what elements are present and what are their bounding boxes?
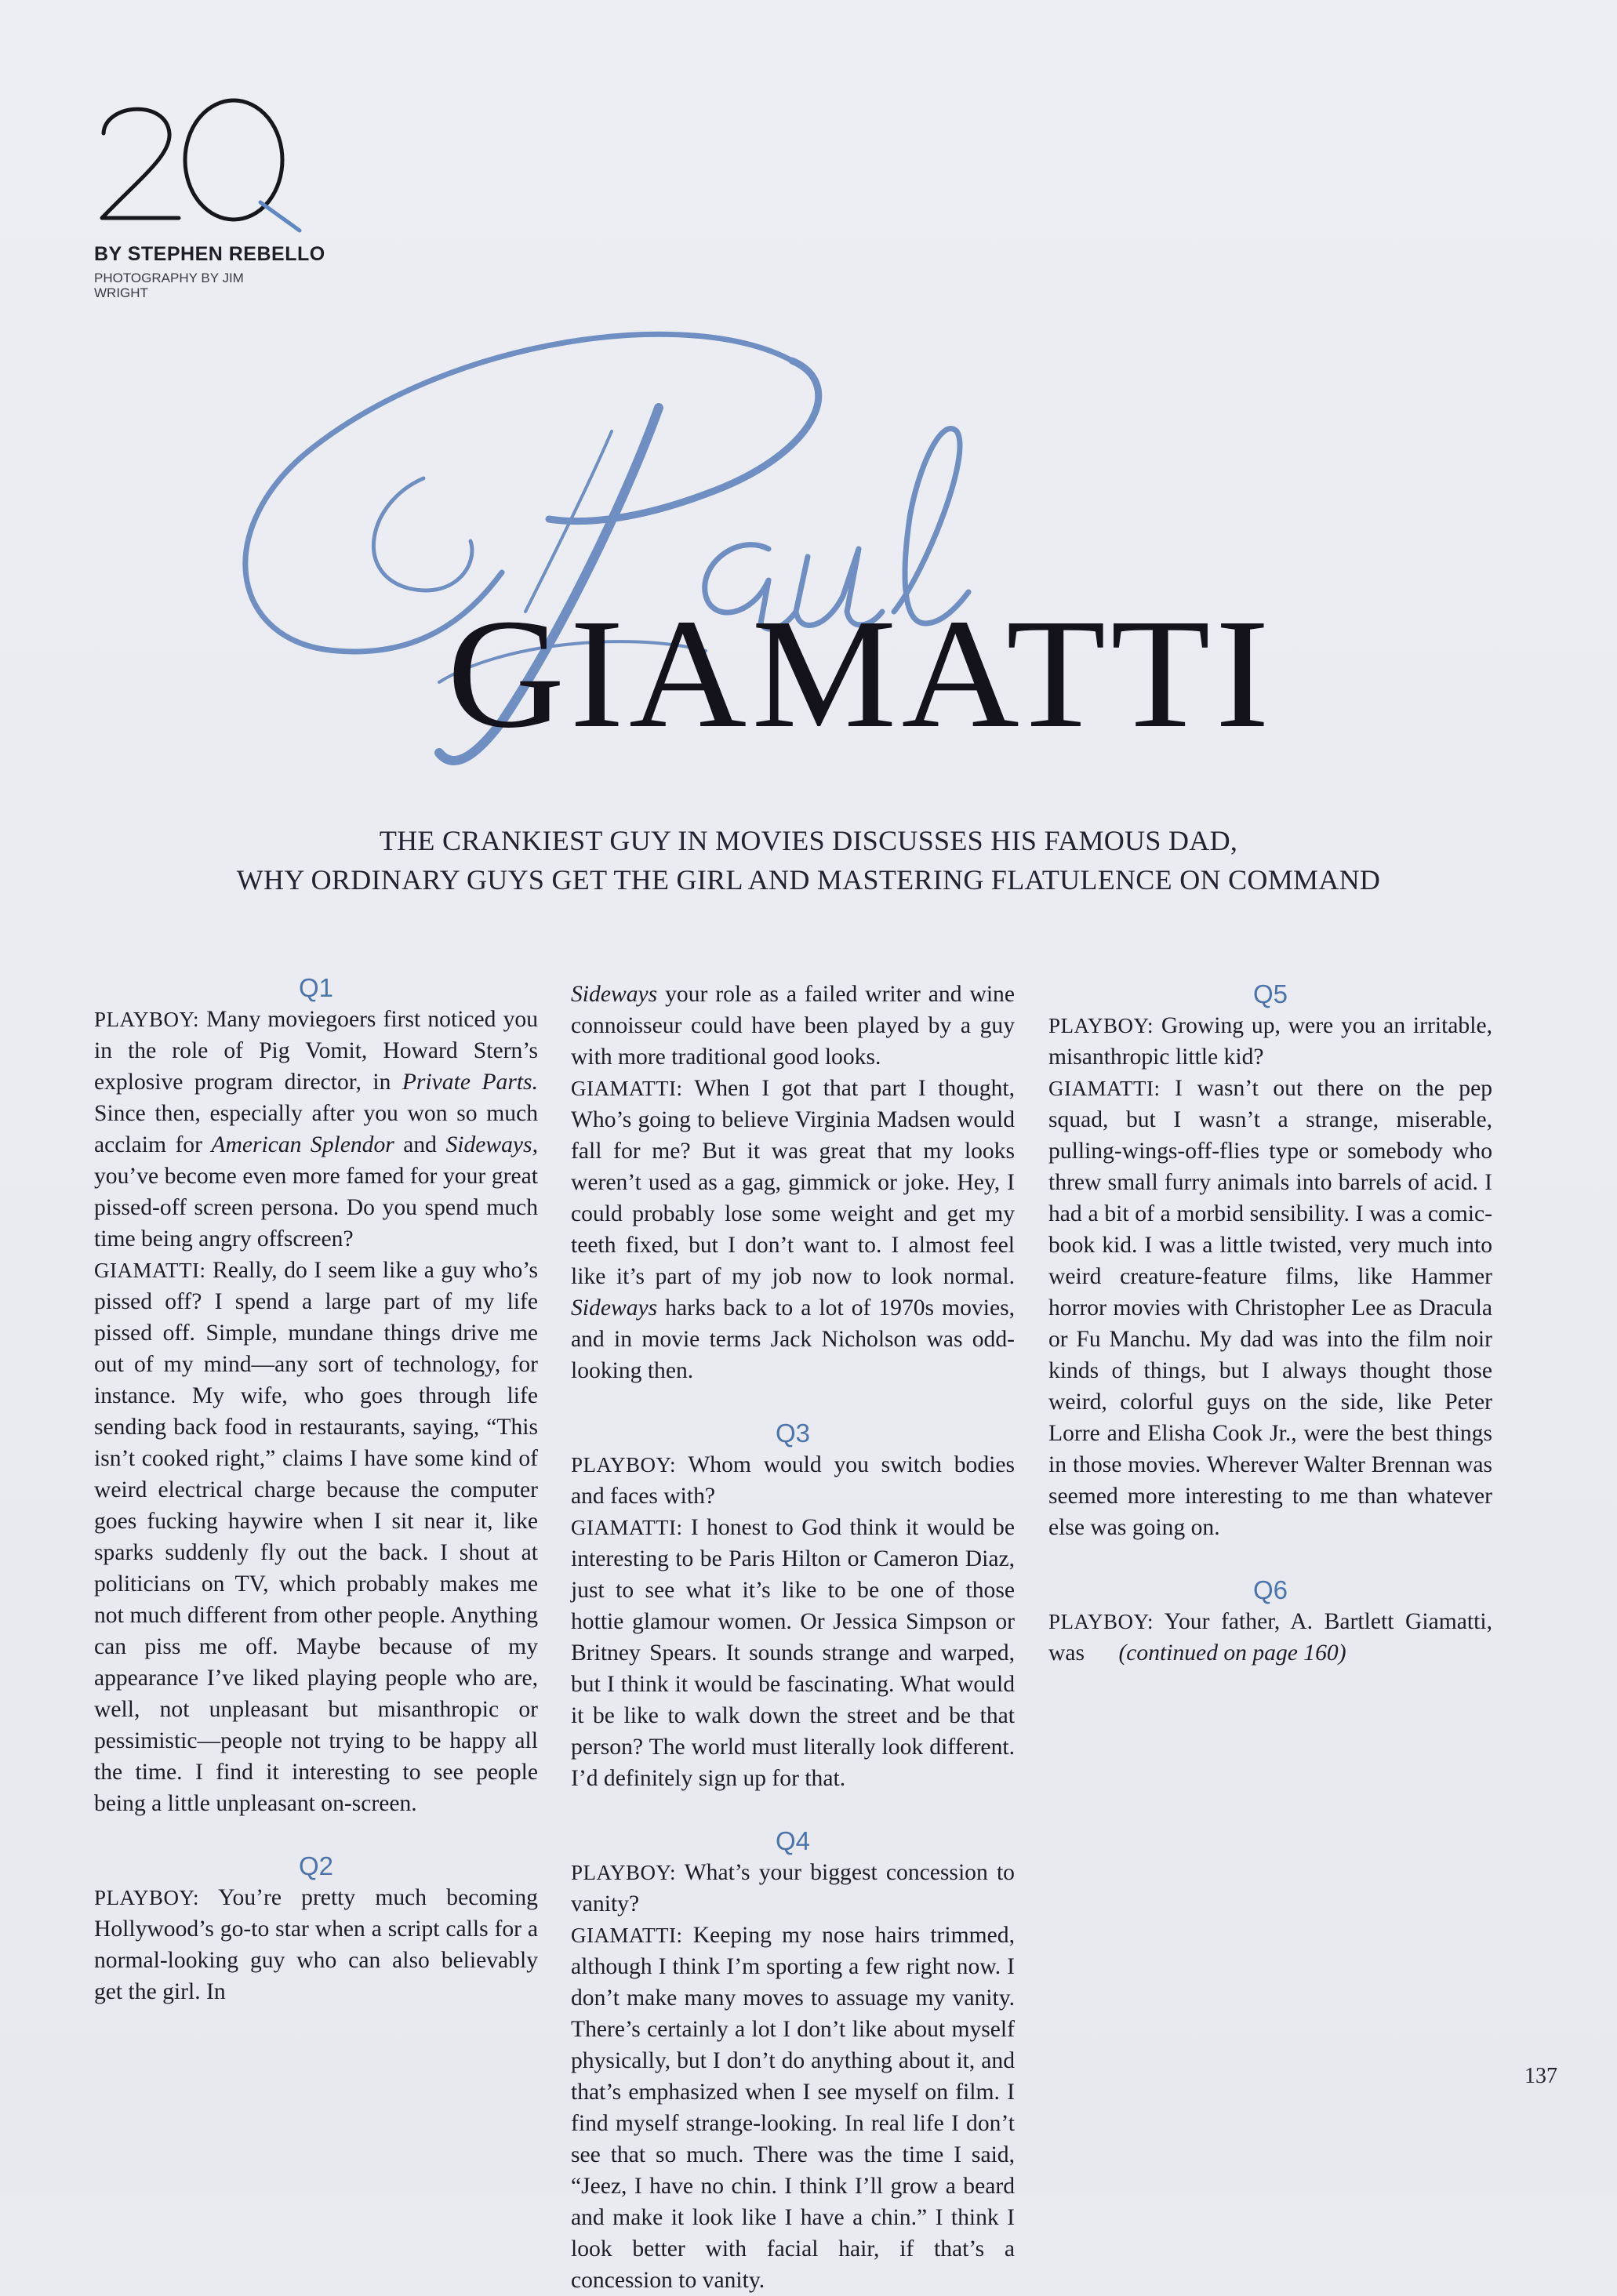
question-heading-q3: Q3 xyxy=(775,1419,811,1448)
q2-giamatti-paragraph xyxy=(571,1073,1015,1386)
film-title: American Splendor xyxy=(211,1132,394,1157)
body-text: Whom would you switch bodies and faces with? xyxy=(571,1452,1015,1509)
deck-line-1: THE CRANKIEST GUY IN MOVIES DISCUSSES HIS FAMOUS DAD, xyxy=(379,825,1238,856)
q1-playboy-paragraph xyxy=(94,1004,538,1255)
speaker-giamatti: GIAMATTI: xyxy=(94,1259,206,1282)
body-text: What’s your biggest concession to vanity? xyxy=(571,1860,1015,1916)
body-text: Keeping my nose hairs trimmed, although I think I’m sporting a few right now. I don’t make many moves to assuage my vanity. There’s certainly a lot I don’t like about myself physically, but I don’t do anything about it, and that’s emphasized when I see myself on film. I find myself strange-looking. In real life I don’t see that so much. There was the time I said, “Jeez, I have no chin. I think I’ll grow a beard and make it look like I have a chin.” I think I look better with facial hair, if that’s a concession to vanity. xyxy=(571,1923,1015,2293)
q4-playboy-paragraph xyxy=(571,1857,1015,1920)
film-title: Sideways xyxy=(571,982,658,1007)
body-text: Really, do I seem like a guy who’s pissed off? I spend a large part of my life pissed off. Simple, mundane things drive me out of my mind—any sort of technology, for instance. My wife, who goes through life sending back food in restaurants, saying, “This isn’t cooked right,” claims I have some kind of weird electrical charge because the computer goes fucking haywire when I sit near it, like sparks suddenly fly out the back. I shout at politicians on TV, which probably makes me not much different from other people. Anything can piss me off. Maybe because of my appearance I’ve liked playing people who are, well, not unpleasant but misanthropic or pessimistic—people not trying to be happy all the time. I find it interesting to see people being a little unpleasant on-screen. xyxy=(94,1258,538,1816)
speaker-giamatti: GIAMATTI: xyxy=(571,1516,683,1539)
body-text: I wasn’t out there on the pep squad, but I wasn’t a strange, miserable, pulling-wings-off-flies type or somebody who threw small furry animals into barrels of acid. I had a bit of a morbid sensibility. I was a comic-book kid. I was a little twisted, very much into weird creature-feature films, like Hammer horror movies with Christopher Lee as Dracula or Fu Manchu. My dad was into the film noir kinds of things, but I always thought those weird, colorful guys on the side, like Peter Lorre and Elisha Cook Jr., were the best things in those movies. Wherever Walter Brennan was seemed more interesting to me than whatever else was going on. xyxy=(1048,1076,1493,1540)
body-text: harks back to a lot of 1970s movies, and in movie terms Jack Nicholson was odd-looking then. xyxy=(571,1295,1015,1383)
speaker-giamatti: GIAMATTI: xyxy=(571,1077,683,1100)
body-text: I honest to God think it would be interesting to be Paris Hilton or Cameron Diaz, just to see what it’s like to be one of those hottie glamour women. Or Jessica Simpson or Britney Spears. It sounds strange and warped, but I think it would be fascinating. What would it be like to walk down the street and be that person? The world must literally look different. I’d definitely sign up for that. xyxy=(571,1515,1015,1791)
column-3 xyxy=(1048,979,1492,1669)
body-text: you’ve become even more famed for your great pissed-off screen persona. Do you spend much time being angry offscreen? xyxy=(94,1164,538,1252)
q5-playboy-paragraph xyxy=(1048,1010,1492,1073)
speaker-giamatti: GIAMATTI: xyxy=(1048,1077,1161,1100)
column-1 xyxy=(94,972,538,2007)
q3-playboy-paragraph xyxy=(571,1449,1015,1512)
q1-giamatti-paragraph xyxy=(94,1255,538,1819)
q2-playboy-continued xyxy=(571,979,1015,1073)
q3-giamatti-paragraph xyxy=(571,1512,1015,1794)
body-text: Since then, especially after you won so much acclaim for xyxy=(94,1101,538,1157)
body-text: Growing up, were you an irritable, misanthropic little kid? xyxy=(1048,1013,1492,1070)
question-heading-q4: Q4 xyxy=(775,1826,811,1855)
deck-line-2: WHY ORDINARY GUYS GET THE GIRL AND MASTERING FLATULENCE ON COMMAND xyxy=(236,864,1381,896)
question-heading-q5: Q5 xyxy=(1252,979,1288,1008)
film-title: Private Parts. xyxy=(402,1070,538,1095)
body-text: You’re pretty much becoming Hollywood’s go-to star when a script calls for a normal-looking guy who can also believably get the girl. In xyxy=(94,1885,538,2004)
page-number: 137 xyxy=(1524,2064,1557,2088)
title-last-name: GIAMATTI xyxy=(447,587,1275,761)
speaker-playboy: PLAYBOY: xyxy=(571,1861,677,1884)
body-text: Your father, A. Bartlett Giamatti, was xyxy=(1048,1609,1492,1666)
speaker-playboy: PLAYBOY: xyxy=(94,1886,200,1909)
film-title: Sideways, xyxy=(445,1132,538,1157)
q2-playboy-paragraph xyxy=(94,1882,538,2007)
continued-note: (continued on page 160) xyxy=(1118,1640,1346,1666)
deck xyxy=(0,821,1617,899)
speaker-giamatti: GIAMATTI: xyxy=(571,1924,683,1947)
q6-playboy-paragraph xyxy=(1048,1606,1492,1669)
q5-giamatti-paragraph xyxy=(1048,1073,1492,1543)
body-text: When I got that part I thought, Who’s going to believe Virginia Madsen would fall for me? But it was great that my looks weren’t used as a gag, gimmick or joke. Hey, I could probably lose some weight and get my teeth fixed, but I don’t want to. I almost feel like it’s part of my job now to look normal. xyxy=(571,1076,1015,1289)
body-text: Many moviegoers first noticed you in the role of Pig Vomit, Howard Stern’s explosive program director, in xyxy=(94,1007,539,1095)
title-first-name xyxy=(0,0,1,1)
photo-credit: PHOTOGRAPHY BY JIM WRIGHT xyxy=(94,271,244,300)
body-text: your role as a failed writer and wine connoisseur could have been played by a guy with more traditional good looks. xyxy=(571,982,1015,1070)
20q-logo xyxy=(94,93,329,226)
question-heading-q6: Q6 xyxy=(1252,1575,1288,1604)
speaker-playboy: PLAYBOY: xyxy=(1048,1610,1154,1633)
question-heading-q1: Q1 xyxy=(298,973,334,1002)
column-2 xyxy=(571,979,1015,2296)
speaker-playboy: PLAYBOY: xyxy=(94,1008,200,1031)
speaker-playboy: PLAYBOY: xyxy=(571,1453,677,1477)
film-title: Sideways xyxy=(571,1295,658,1321)
byline: BY STEPHEN REBELLO xyxy=(94,243,325,265)
q4-giamatti-paragraph xyxy=(571,1920,1015,2296)
body-text: and xyxy=(403,1132,437,1157)
question-heading-q2: Q2 xyxy=(298,1851,334,1880)
speaker-playboy: PLAYBOY: xyxy=(1048,1014,1154,1037)
